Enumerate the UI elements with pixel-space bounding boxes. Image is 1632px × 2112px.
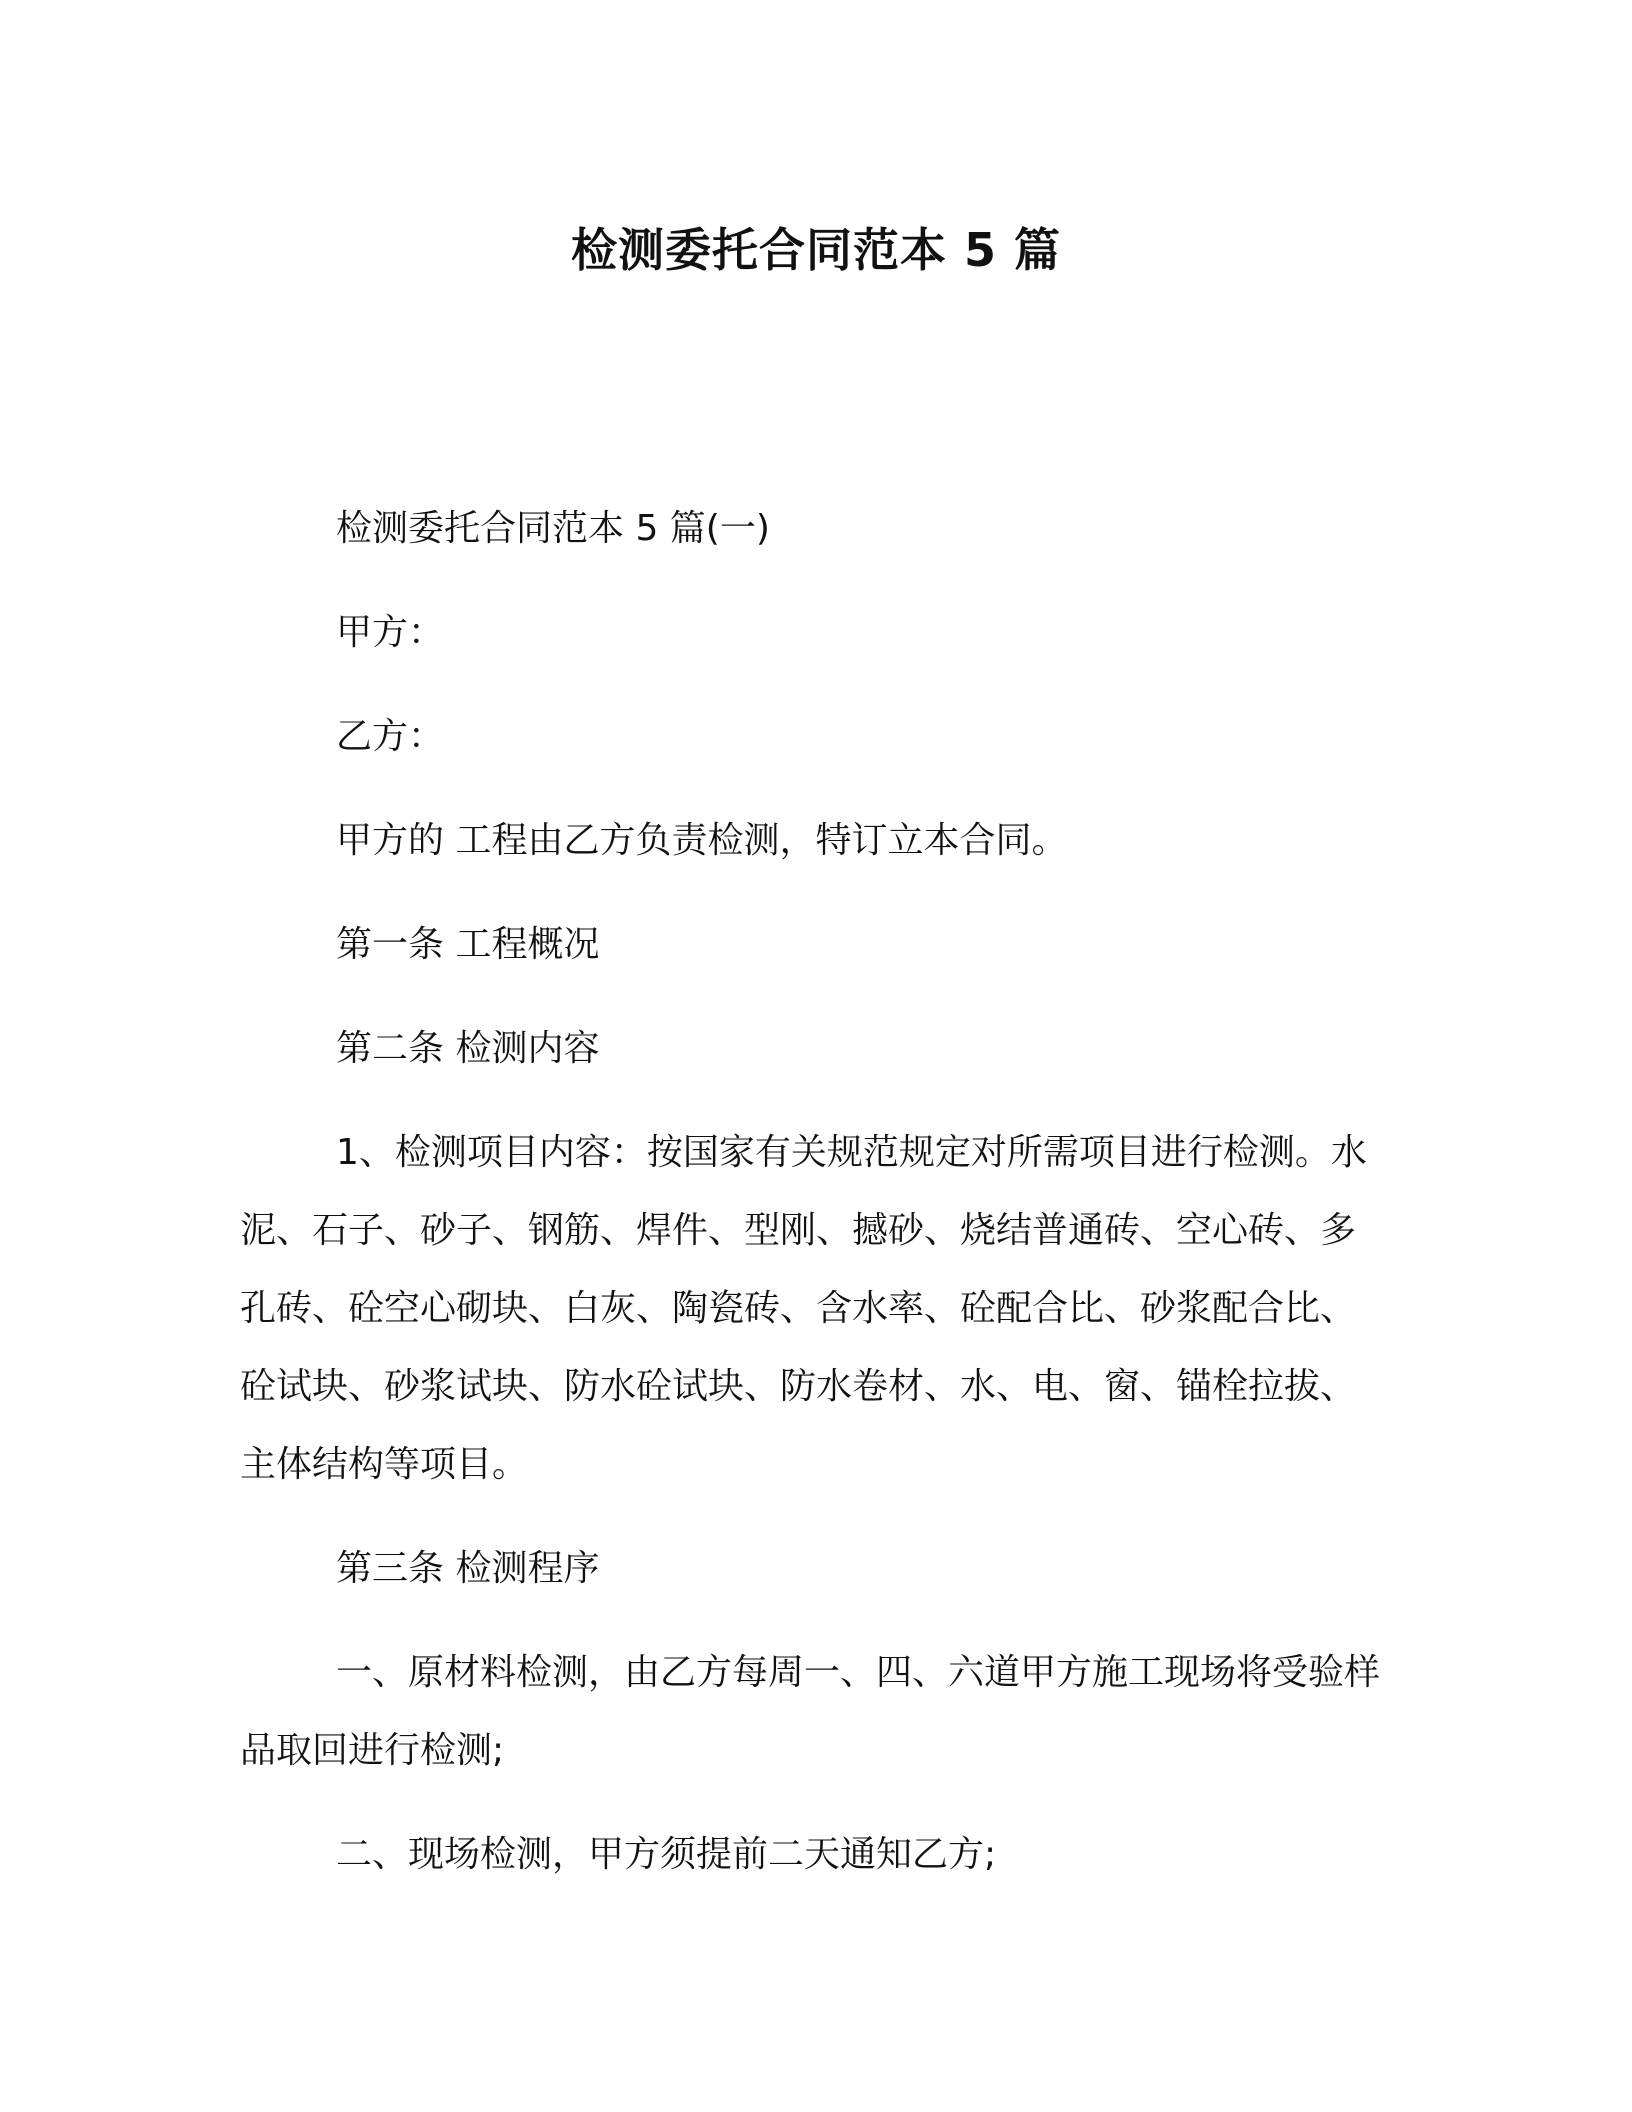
intro-paragraph: 甲方的 工程由乙方负责检测，特订立本合同。 xyxy=(336,820,1068,861)
party-a-line: 甲方： xyxy=(336,612,445,653)
party-b-line: 乙方： xyxy=(336,716,445,757)
document-body xyxy=(240,490,1380,1920)
article-3-heading: 第三条 检测程序 xyxy=(336,1548,600,1589)
article-2-heading: 第二条 检测内容 xyxy=(336,1028,600,1069)
document-title: 检测委托合同范本 5 篇 xyxy=(570,223,1062,277)
article-1-heading: 第一条 工程概况 xyxy=(336,924,600,965)
procedure-item-1: 一、原材料检测，由乙方每周一、四、六道甲方施工现场将受验样品取回进行检测; xyxy=(240,1652,1381,1771)
test-items-paragraph: 1、检测项目内容：按国家有关规范规定对所需项目进行检测。水泥、石子、砂子、钢筋、焊件、型刚、撼砂、烧结普通砖、空心砖、多孔砖、砼空心砌块、白灰、陶瓷砖、含水率、砼配合比、砂浆配合比、砼试块、砂浆试块、防水砼试块、防水卷材、水、电、窗、锚栓拉拔、主体结构等项目。 xyxy=(240,1132,1367,1485)
section-heading: 检测委托合同范本 5 篇(一) xyxy=(336,508,770,549)
procedure-item-2: 二、现场检测，甲方须提前二天通知乙方; xyxy=(336,1834,997,1875)
